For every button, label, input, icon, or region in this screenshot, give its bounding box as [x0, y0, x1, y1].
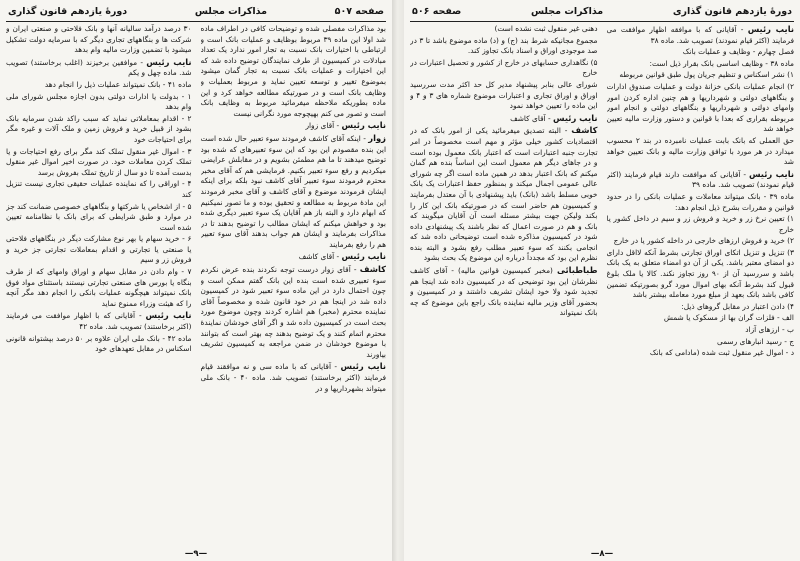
paragraph: [410, 80, 598, 112]
paragraph-text: ماده ۴۱ - بانک نمیتواند عملیات ذیل را انجام دهد: [44, 79, 192, 89]
right-page-col-right: [607, 24, 795, 545]
paragraph-text: (مخبر کمیسیون قوانین مالیه) - آقای کاشف نظرشان این بود توضیحی که در کمیسیون داده شد اینجا هم تجدید شود ولا خود ایشان تشریف داشتند و در کمیسیون و بحضور آقای وزیر مالیه نماینده بانک راجع باین موضوع که چه بانک نمیتواند: [410, 266, 598, 318]
paragraph: [607, 236, 795, 247]
paragraph-text: دهنی غیر منقول ثبت نشده است): [494, 24, 598, 33]
speaker-name: کاشف: [571, 125, 598, 136]
paragraph-text: مجموع مجانیکه شرط بند (ج) و (د) ماده موضوع باشد تا ۳ در صد موجودی اوراق و اسناد بانک تجاوز کند.: [410, 35, 598, 56]
speaker-name: نایب رئیس: [553, 112, 598, 123]
left-page: [0, 0, 392, 561]
speaker-name: نایب رئیس: [145, 310, 192, 321]
right-page-columns: [410, 24, 794, 545]
right-page-header: [410, 3, 794, 22]
paragraph: [607, 24, 795, 46]
paragraph: [6, 92, 192, 113]
paragraph: [607, 302, 795, 313]
paragraph-text: ۲) انجام عملیات بانکی خزانهٔ دولت و عملیات صندوق ادارات و بنگاههای دولتی و شهرداریها و هم چنین اداره کردن امور وامهای دولتی و شهرداریها و بنگاههای دولتی و انجام امور مربوطه بقراری که بعدا با قوانین و دستور وزارت مالیه تعیین خواهد شد: [606, 81, 794, 134]
paragraph: [6, 267, 192, 309]
paragraph: [6, 234, 192, 266]
paragraph-text: ۲) خرید و فروش ارزهای خارجی در داخله کشور یا در خارج: [613, 236, 794, 246]
paragraph: [410, 36, 598, 57]
speaker-name: نایب رئیس: [340, 361, 386, 372]
paragraph: [607, 325, 795, 336]
right-page-footer: —۸—: [590, 549, 614, 559]
paragraph-text: - آقای کاشف: [510, 113, 551, 123]
paragraph: [607, 214, 795, 235]
paragraph-text: حق العملی که بانک بابت عملیات نامبرده در بند ۲ محسوب میدارد در هر مورد با توافق وزارت مالیه و بانک تعیین خواهد شد: [606, 135, 794, 167]
paragraph-text: فصل چهارم - وظایف و عملیات بانک: [682, 47, 794, 57]
speaker-name: نایب رئیس: [341, 120, 386, 131]
paragraph: [6, 114, 192, 146]
paragraph-text: - آقای زوار درست توجه نکردند بنده عرض نکردم سوء تعبیری شده است بنده این بانک گفتم ممکن است و چون احتمال دارد در این ماده سوء تعبیر شود در کمیسیون داده شد در اینجا هم در خود قانون شده و مخصوصاً آقای نماینده محترم (مخبر) هم اشاره کردند وچون موضوع مورد بحث است در کمیسیون داده شد و اگر آقای خودشان نمایندهٔ محترم اتمام کنند و یک توضیح بدهند چه بهتر است که بتوانند با موضوع خودشان در ضمن مراجعه به کمیسیون تشریف بیاورند: [200, 265, 386, 359]
paragraph: [607, 47, 795, 58]
paragraph-text: - البته تصدیق میفرمائید یکی از امور بانک که در اقتصادیات کشور خیلی مؤثر و مهم است مخصوصاً در امر تجارت جنبه اعتبارات است که اعتبار بانک معمول بوده است و در جاهای دیگر هم معمول است این اساساً بنده هم گمان میکنم که بانک اعتبار بدهد در همین ماده است اگر چه شورای عالی عمومی اجمال میکند و بمنظور حفظ اعتبارات یک بانک خوبی مسلط باشد (بانک) باید پیشنهادی با آن معتدل بفرمایند و کمیسیون هم حاضر است که در صورتیکه بانک این کار را بکند ولیکن جهت بیشتر مسئله است آن آقایان میگویند که بانک و هم در صورت اعمال که نظر باشند یک پیشنهادی داده شود در کمیسیون مذاکره شده است توضیحاتی داده شد که انجامی بکنند که سوء تعبیر مطلب رفع بشود و البته بنده نظرم این بود که مجدداً درباره این موضوع یک بحث بشود: [410, 126, 598, 263]
paragraph: [607, 82, 795, 135]
paragraph-text: - آقای زوار: [305, 121, 340, 131]
speaker-name: نایب رئیس: [747, 24, 794, 34]
paragraph: [607, 59, 795, 70]
paragraph: [607, 169, 795, 191]
paragraph: [6, 202, 192, 234]
speaker-name: زوار: [368, 132, 386, 143]
paragraph-text: ۴) دادن اعتبار در مقابل گروهای ذیل:: [681, 301, 794, 311]
speaker-name: طباطبائی: [556, 265, 598, 276]
paragraph-text: الف - فلزات گران بها از مسکوک یا شمش: [663, 313, 794, 323]
left-page-number: صفحه ۵۰۷: [334, 5, 384, 17]
paragraph-text: - اینکه آقای کاشف فرمودند سوء تعبیر حال شده است این بنده مقصودم این بود که این سوء تعبیرهای که شده بود توضیح میدهند تا ما هم مطمئن بشویم و در مقابلش عرایضی میکردیم و رفع سوء تعبیر بکنیم. فرمایشی هم که آقای مخبر محترم فرمودند سوء تعبیر آقای کاشف نبود بلکه برای اینکه ایشان فرمودند موضوع و آقای کاشف و آقای مخبر فرمودند این مادهٔ مربوط به مطالعه و تحقیق بوده و ما تصور نمیکنیم که ابهام دارد و البته باز هم آقایان یک سوء تعبیر دیگری شده بود و خواهش میکنم که ایشان مطالب را توضیح بدهند تا در مذاکرات بفرمایند و ایشان هم جواب بدهند آقای سوء تعبیر هم را رفع بفرمایند: [200, 133, 386, 249]
left-page-footer: —۹—: [184, 549, 208, 559]
paragraph: [607, 248, 795, 301]
paragraph-text: ب - ارزهای آزاد: [745, 325, 794, 335]
book-gutter: [392, 0, 404, 561]
right-page-number: صفحه ۵۰۶: [412, 5, 462, 17]
left-page-col-right: [201, 24, 387, 545]
paragraph-text: - آقایانی که با ماده سی و نه موافقند قیام فرمایند (اکثر برخاستند) تصویب شد. ماده ۴۰ - بانک ملی میتواند بشهرداریها و در: [200, 362, 386, 393]
paragraph-text: ۶ - خرید سهام یا بهر نوع مشارکت دیگر در بنگاههای فلاحتی یا صنعتی یا تجارتی و اقدام بمعاملات تجارتی جز خرید و فروش زر و سیم: [6, 234, 192, 265]
paragraph-text: ۳ - اموال غیر منقول تملک کند مگر برای رفع احتیاجات و یا تملک کردن معاملات خود. در صورت اخیر اموال غیر منقول بدست آمده تا دو سال از تاریخ تملک بفروش برسد: [6, 146, 192, 177]
paragraph-text: - آقایانی که موافقت دارند قیام فرمایند (اکثر قیام نمودند) تصویب شد. ماده ۳۹: [606, 169, 794, 190]
right-section-title: مذاکرات مجلس: [530, 5, 604, 17]
paragraph: [410, 113, 598, 125]
paragraph-text: ۴ - اوراقی را که نماینده عملیات حقیقی تجاری نیست تنزیل کند: [6, 179, 192, 199]
paragraph: [410, 24, 598, 35]
paragraph: [201, 120, 387, 132]
paragraph: [607, 70, 795, 81]
paragraph: [201, 251, 387, 263]
paragraph: [607, 348, 795, 359]
paragraph: [201, 133, 387, 251]
speaker-name: کاشف: [359, 264, 386, 275]
paragraph: [201, 24, 387, 119]
right-page-col-left: [410, 24, 598, 545]
paragraph: [6, 179, 192, 200]
paragraph-text: ۵ - از اشخاص یا شرکتها و بنگاههای خصوصی ضمانت کند جز در موارد و طبق شرایطی که برای بانک با نظامنامه تعیین شده است: [6, 201, 192, 232]
paragraph: [6, 334, 192, 355]
paragraph: [6, 310, 192, 332]
left-session-title: دورهٔ یازدهم قانون گذاری: [8, 5, 128, 17]
paragraph: [607, 136, 795, 168]
paragraph-text: ج - رسید انبارهای رسمی: [717, 336, 794, 346]
paragraph-text: - آقایانی که با اظهار موافقت می فرمایند (اکثر برخاستند) تصویب شد. ماده ۴۲: [6, 311, 192, 332]
paragraph-text: - آقای کاشف: [298, 252, 340, 262]
paragraph-text: بود مذاکرات مفصلی شده و توضیحات کافی در اطراف ماده شد اولا این ماده ۳۹ مربوط بوظایف و عملیات بانک است و ارتباطی با اختیارات بانک نسبت به تجار امور ندارد یک تعداد مبادلات در کمیسیون از طرف نمایندگان توضیح داده شد که این اختیارات و عملیات بانک نسبت به تجار گمان میشود بموضوع تغییر و توسعه تعیین نماید و مربوط بعملیات و وظایف بانک است و در صورتیکه مطالعه خواهد کرد و این ماده بطوریکه ملاحظه میفرمائید مربوط به وظایف بانک است و تصور می کنم بهیچوجه مورد نگرانی نیست: [200, 24, 386, 118]
paragraph-text: ۲ - اقدام بمعاملاتی نماید که سبب راکد شدن سرمایه بانک بشود از قبیل خرید و فروش زمین و ملک آلات و غیره مگر برای احتیاجات خود: [6, 113, 192, 144]
paragraph-text: د - اموال غیر منقول ثبت شده (مادامی که بانک: [649, 348, 794, 358]
left-page-header: [6, 3, 386, 22]
paragraph: [410, 125, 598, 264]
paragraph: [6, 24, 192, 56]
paragraph-text: - آقایانی که با موافقه اظهار موافقت می فرمایند (اکثر قیام نمودند) تصویب شد. ماده ۳۸: [606, 25, 794, 45]
paragraph-text: ۱ - بدولت یا ادارات دولتی بدون اجازه مجلس شورای ملی وام بدهد: [6, 91, 192, 112]
paragraph: [6, 57, 192, 79]
left-page-columns: [6, 24, 386, 545]
right-session-title: دورهٔ یازدهم قانون گذاری: [672, 5, 792, 17]
paragraph-text: ماده ۳۹ - بانک میتواند معاملات و عملیات بانکی را در حدود قوانین و مقررات بشرح ذیل انجام دهد:: [606, 191, 794, 212]
paragraph-text: ماده ۴۲ - بانک ملی ایران علاوه بر ۵۰ درصد بپشتوانه قانونی اسکناس در مقابل تعهدهای خود: [6, 333, 192, 354]
right-page: [404, 0, 800, 561]
paragraph: [410, 265, 598, 319]
paragraph: [607, 313, 795, 324]
paragraph: [607, 337, 795, 348]
speaker-name: نایب رئیس: [146, 56, 192, 67]
left-section-title: مذاکرات مجلس: [194, 5, 268, 17]
speaker-name: نایب رئیس: [748, 168, 794, 179]
paragraph-text: ۳۰ درصد درآمد سالیانه آنها و بانک فلاحتی و صنعتی ایران و شرکت ها و بنگاههای تجاری دیگر که با سرمایه دولت تشکیل میشود با تضمین وزارت مالیه وام بدهد: [6, 24, 192, 55]
paragraph: [6, 80, 192, 91]
paragraph: [6, 147, 192, 179]
paragraph: [607, 192, 795, 213]
paragraph-text: ۳) تنزیل و تنزیل اتکای اوراق تجارتی بشرط آنکه لااقل دارای دو امضای معتبر باشد. یکی از آن دو امضاء متعلق به یک بانک باشد و سررسید آن از ۹۰ روز تجاوز نکند. کالا یا ملک بلوغ قبول کند بشرط آنکه بهای اموال مورد گرو بصورتیکه تضمین کافی باشد بانک بعهد از مبلغ مورد معامله بیشتر باشد: [606, 247, 794, 300]
paragraph: [201, 264, 387, 360]
paragraph-text: - موافقین برخیزند (اغلب برخاستند) تصویب شد. ماده چهل و یکم: [6, 57, 192, 78]
speaker-name: نایب رئیس: [341, 251, 386, 262]
paragraph-text: ۱) نشر اسکناس و تنظیم جریان پول طبق قوانین مربوطه: [619, 70, 794, 80]
paragraph-text: ۱) تعیین نرخ زر و خرید و فروش زر و سیم در داخل کشور یا خارج: [606, 214, 794, 234]
paragraph-text: ۷ - وام دادن در مقابل سهام و اوراق وامهای که از طرف بنگاه یا بورس های صنعتی تجارتی نیستند باستثنای مواد فوق بانک نمیتواند هیچگونه عملیات بانکی را انجام دهد مگر آنچه را که هیئت وزراء ممنوع نماید: [6, 267, 192, 308]
paragraph-text: شورای عالی بنابر پیشنهاد مدیر کل حد اکثر مدت سررسید اوراق و اوراق تجاری و اعتبارات موضوع شماره های ۳ و ۴ و این ماده را تعیین خواهد نمود: [410, 79, 598, 111]
paragraph-text: ۵) نگاهداری حسابهای در خارج از کشور و تحصیل اعتبارات در خارج: [410, 57, 598, 78]
paragraph: [201, 361, 387, 394]
paragraph-text: ماده ۳۸ - وظایف اساسی بانک بقرار ذیل است:: [649, 58, 794, 68]
paragraph: [410, 58, 598, 79]
left-page-col-left: [6, 24, 192, 545]
